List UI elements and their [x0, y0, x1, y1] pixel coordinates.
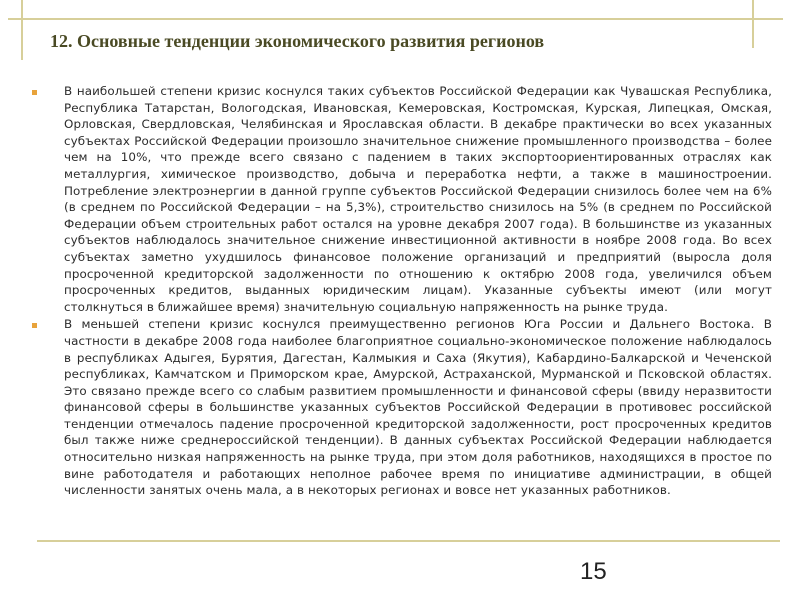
bottom-decorative-line: [37, 540, 780, 542]
bullet-item: [32, 83, 772, 315]
left-decorative-line: [21, 0, 23, 60]
bullet-text: В наибольшей степени кризис коснулся таких субъектов Российской Федерации как Чувашская Республика, Республика Татарстан, Вологодская, Ивановская, Кемеровская, Костромская, Курская, Липецкая, Омская, Орловская, Свердловская, Челябинская и Ярославская области. В декабре практически во всех указанных субъектах Российской Федерации произошло значительное снижение промышленного производства – более чем на 10%, что прежде всего связано с падением в таких экспортоориентированных отраслях как металлургия, химическое производство, добыча и переработка нефти, а также в машиностроении. Потребление электроэнергии в данной группе субъектов Российской Федерации снизилось более чем на 6% (в среднем по Российской Федерации – на 5,3%), строительство снизилось на 5% (в среднем по Российской Федерации объем строительных работ остался на уровне декабря 2007 года). В большинстве из указанных субъектов наблюдалось значительное снижение инвестиционной активности в ноябре 2008 года. Во всех субъектах заметно ухудшилось финансовое положение организаций и предприятий (выросла доля просроченной кредиторской задолженности по отношению к октябрю 2008 года, увеличился объем просроченных кредитов, выданных юридическим лицам). Указанные субъекты имеют (или могут столкнуться в ближайшее время) значительную социальную напряженность на рынке труда.: [64, 84, 772, 314]
top-decorative-line: [8, 18, 783, 20]
square-bullet-icon: [32, 323, 37, 328]
page-number: 15: [580, 558, 607, 585]
right-decorative-line: [752, 0, 754, 48]
bullet-item: [32, 316, 772, 499]
square-bullet-icon: [32, 90, 37, 95]
slide-title: 12. Основные тенденции экономического развития регионов: [50, 31, 545, 51]
bullet-text: В меньшей степени кризис коснулся преимущественно регионов Юга России и Дальнего Востока. В частности в декабре 2008 года наиболее благоприятное социально-экономическое положение наблюдалось в республиках Адыгея, Бурятия, Дагестан, Калмыкия и Саха (Якутия), Кабардино-Балкарской и Чеченской республиках, Камчатском и Приморском крае, Амурской, Астраханской, Мурманской и Псковской областях. Это связано прежде всего со слабым развитием промышленности и финансовой сферы (ввиду неразвитости финансовой сферы в большинстве указанных субъектов Российской Федерации в противовес российской тенденции отмечалось падение просроченной кредиторской задолженности, рост просроченных кредитов был также ниже среднероссийской тенденции). В данных субъектах Российской Федерации наблюдается относительно низкая напряженность на рынке труда, при этом доля работников, находящихся в простое по вине работодателя и работающих неполное рабочее время по инициативе администрации, в общей численности занятых очень мала, а в некоторых регионах и вовсе нет указанных работников.: [64, 317, 772, 498]
bullet-list: [32, 83, 772, 500]
